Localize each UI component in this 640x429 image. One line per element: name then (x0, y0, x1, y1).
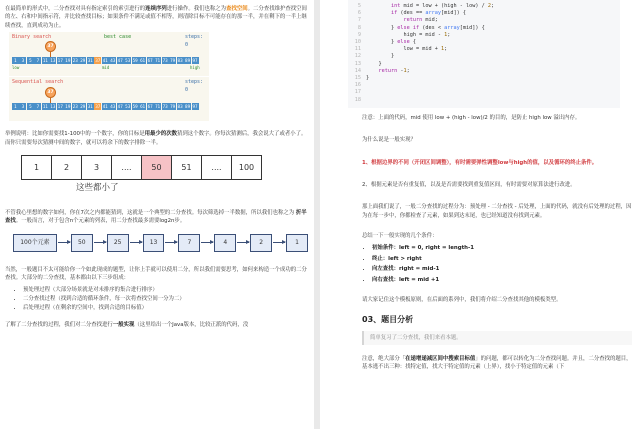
flow-box: 4 (214, 234, 236, 252)
array-cell: 31 (87, 58, 93, 64)
steps-intro-paragraph (5, 266, 308, 283)
question-paragraph: 为什么说是一般实现？ (362, 137, 416, 144)
right-page (320, 0, 640, 429)
list-item: • 预处理过程（大部分场景就是对未排序的集合进行排序） (23, 286, 308, 294)
array-cell: 23 (72, 58, 78, 64)
flow-box: 50 (71, 234, 93, 252)
flow-box: 2 (250, 234, 272, 252)
number-box: .... (201, 155, 232, 180)
halving-flow-diagram (13, 234, 308, 252)
point-1-paragraph (362, 159, 632, 167)
code-content: int mid = low + (high - low) / 2; if (des == array[mid]) { return mid; } else if (des < array[mid]) { high = mid - 1; } else { low = mid + 1; } } return -1; } (366, 3, 495, 82)
number-box: 51 (171, 155, 202, 180)
array-cell: 97 (192, 104, 198, 110)
impl-text-1: 了解了二分查找的过程，我们对二分查找进行 (5, 321, 113, 328)
number-boxes (21, 155, 308, 180)
list-item: • 后处理过程（在剩余的空间中，找到合适的目标值） (23, 304, 308, 312)
point-1-text: 1、根据边界的不同（开闭区间调整），有时需要弹性调整low与high的值，以及循环的终止条件。 (362, 159, 598, 166)
array-cell: 97 (192, 58, 198, 64)
array-cell: 3 (19, 103, 26, 110)
binary-anim-title: Binary search (12, 34, 52, 41)
array-cell: 59 (132, 104, 138, 110)
array-cell: 13 (50, 58, 56, 64)
line-number: 17 (354, 89, 361, 96)
conditions-list (372, 244, 632, 284)
array-cell: 19 (65, 58, 71, 64)
summary-paragraph: 总结一下一般实现的几个条件： (362, 233, 438, 240)
array-cell: 83 (177, 104, 183, 110)
seq-anim-steps: steps: 0 (185, 79, 204, 93)
array-cell: 17 (57, 58, 63, 64)
intro-text-2: 连续序列 (145, 6, 167, 12)
line-number: 6 (357, 10, 361, 17)
target-marker-icon: 37 (45, 41, 56, 52)
flow-box: 25 (107, 234, 129, 252)
example-text-2: 用最少的次数 (144, 131, 178, 138)
array-cell: 43 (110, 104, 116, 110)
line-number: 16 (354, 82, 361, 89)
array-cell: 73 (162, 104, 168, 110)
array-cell: 31 (87, 104, 93, 110)
arrow-right-icon (130, 242, 142, 243)
array-cell: 23 (72, 104, 78, 110)
array-cell: 83 (177, 58, 183, 64)
sequential-search-animation (9, 77, 209, 121)
arrow-right-icon (273, 242, 285, 243)
array-cell: 29 (80, 58, 86, 64)
analysis-text-2: 在递增递减区间中搜索目标值 (405, 356, 476, 363)
analysis-text-1: 注意，绝大部分「 (362, 356, 406, 363)
note-paragraph: 注意：上面的代码，mid 使用 low + (high - low)/2 的目的，是防止 high low 溢出内存。 (362, 114, 581, 121)
array-cell: 67 (147, 58, 153, 64)
array-cell: 47 (117, 104, 123, 110)
arrow-right-icon (94, 242, 106, 243)
array-cell: 7 (34, 103, 41, 110)
list-item: • 初始条件：left = 0, right = length-1 (372, 244, 632, 252)
code-block (348, 0, 620, 108)
array-cell: 47 (117, 58, 123, 64)
intro-paragraph (5, 5, 308, 30)
high-pointer: high (190, 65, 200, 71)
halving-paragraph (5, 209, 308, 226)
array-cell: 79 (170, 104, 176, 110)
array-cell: 71 (155, 104, 161, 110)
seq-anim-title: Sequential search (12, 79, 64, 86)
line-number: 5 (357, 3, 361, 9)
array-cell: 59 (132, 58, 138, 64)
sequential-cells (12, 103, 199, 110)
arrow-right-icon (201, 242, 213, 243)
template-paragraph: 请大家记住这个模板原则，在后面的系列中，我们将介绍二分查找其他的模板类型。 (362, 296, 562, 303)
left-page (0, 0, 314, 429)
array-cell: 43 (110, 58, 116, 64)
line-number: 12 (354, 53, 361, 60)
impl-text-3: （这里给出一个Java版本，比较正派的代码，没 (134, 321, 249, 328)
array-cell: 11 (42, 104, 48, 110)
section-heading: 03、题目分析 (362, 315, 414, 325)
flow-box: 13 (143, 234, 165, 252)
number-box: 2 (51, 155, 82, 180)
number-box: 1 (21, 155, 52, 180)
arrow-right-icon (165, 242, 177, 243)
array-cell: 61 (140, 58, 146, 64)
array-cell: 19 (65, 104, 71, 110)
halving-text-2: 折半查找 (5, 210, 307, 225)
array-cell: 13 (50, 104, 56, 110)
binary-search-animation (9, 32, 209, 76)
seq-target-marker-icon: 37 (45, 87, 56, 98)
array-cell: 29 (80, 104, 86, 110)
line-number: 10 (354, 39, 361, 46)
array-cell: 11 (42, 58, 48, 64)
impl-text-2: 一般实现 (112, 321, 135, 328)
blockquote: 简单复习了二分查找，我们来看本题。 (362, 331, 632, 345)
array-cell: 3 (19, 57, 26, 64)
point-2-paragraph: 2、根据元素是否有重复值，以及是否需要找到重复值区间，有时需要对原算法进行改进。 (362, 181, 576, 188)
mid-pointer: mid (102, 65, 110, 71)
array-cell: 5 (27, 103, 34, 110)
list-item: • 终止：left > right (372, 255, 632, 263)
arrow-right-icon (58, 242, 70, 243)
flow-box: 100个元素 (13, 234, 57, 252)
line-number: 14 (354, 67, 361, 74)
intro-text-3: 进行操作。我们也称之为 (166, 6, 227, 12)
array-cell: 7 (34, 57, 41, 64)
intro-text-4: 查找空间 (226, 6, 248, 12)
arrow-right-icon (237, 242, 249, 243)
array-cell: 61 (140, 104, 146, 110)
intro-text-1: 在最简单的形式中，二分查找对具有指定索引的索引进行的 (5, 6, 146, 12)
steps-intro-text: 当然，一般题目不太可能给你一个如此现成的题型，让你上手就可以使用二分，所以我们需要思考，如何来构造一个成功的二分查找。大部分的二分查找，基本都由以下三步组成： (5, 266, 307, 282)
array-cell: 71 (155, 58, 161, 64)
array-cell: 41 (102, 104, 108, 110)
list-item: • 向左查找：right = mid-1 (372, 265, 632, 273)
line-number: 13 (354, 60, 361, 67)
line-number: 8 (357, 24, 361, 31)
flow-box: 1 (286, 234, 308, 252)
implementation-paragraph (5, 321, 308, 329)
process-paragraph: 那上面我们说了，一般二分查找的过程分为：预处理 - 二分查找 - 后处理，上面的代码，就没有后处理的过程，因为在每一步中，你都检查了元素，如果到达末尾，也已经知道没有找到元素。 (362, 204, 632, 219)
list-item: • 二分查找过程（找到合适的循环条件，每一次将查找空间一分为二） (23, 295, 308, 303)
number-box-highlighted: 50 (141, 155, 172, 180)
low-pointer: low (12, 65, 20, 71)
array-cell: 89 (185, 58, 191, 64)
line-number: 15 (354, 75, 361, 82)
boxes-caption: 这些都小了 (76, 182, 119, 193)
array-cell: 53 (125, 104, 131, 110)
line-numbers (352, 3, 366, 104)
number-box: .... (111, 155, 142, 180)
number-box: 100 (231, 155, 262, 180)
array-cell: 5 (27, 57, 34, 64)
list-item: • 向右查找：left = mid +1 (372, 276, 632, 284)
binary-anim-steps: steps: 0 (185, 34, 204, 48)
array-cell: 53 (125, 58, 131, 64)
array-cell: 79 (170, 58, 176, 64)
array-cell: 37 (95, 104, 101, 110)
number-box: 3 (81, 155, 112, 180)
line-number: 7 (357, 17, 361, 24)
example-text-3: 猜到这个数字。你每次猜测后，我会说大了或者小了。而你只需要每次猜测中间的数字，就可以将余下的数字排除一半。 (5, 131, 307, 146)
example-text-1: 举例说明：比如你需要找1-100中的一个数字，你的目标是 (5, 131, 145, 138)
array-cell: 37 (95, 58, 101, 64)
array-cell: 17 (57, 104, 63, 110)
halving-text-3: 。一般而言，对于包含n个元素的列表，用二分查找最多需要log2n步。 (15, 218, 186, 225)
array-cell: 73 (162, 58, 168, 64)
array-cell: 89 (185, 104, 191, 110)
line-number: 18 (354, 96, 361, 103)
array-cell: 41 (102, 58, 108, 64)
example-paragraph (5, 130, 308, 147)
line-number: 11 (354, 46, 361, 53)
steps-list (23, 286, 308, 313)
intro-text-5: 。二分查找维护查找空间的左、右和中间指示符，并比较查找目标；如果条件不满足或值不相等，则清除目标不可能存在的那一半，并在剩下的一半上继续查找，直到成功为止。 (5, 6, 307, 29)
array-cell: 67 (147, 104, 153, 110)
flow-box: 7 (178, 234, 200, 252)
line-number: 9 (357, 31, 361, 38)
binary-cells (12, 57, 199, 64)
analysis-text-3: 」的问题，都可以转化为二分查找问题。并且，二分查找的题目，基本逃不出三种：找特定值，找大于特定值的元素（上界），找小于特定值的元素（下 (362, 356, 632, 371)
binary-anim-case: best case (104, 34, 132, 41)
array-cell: 1 (12, 57, 19, 64)
halving-text-1: 不管我心里想的数字如何，你在7次之内都能猜到，这就是一个典型的二分查找。每次筛选掉一半数据，所以我们也称之为 (5, 210, 296, 217)
array-cell: 1 (12, 103, 19, 110)
analysis-paragraph (362, 355, 632, 372)
